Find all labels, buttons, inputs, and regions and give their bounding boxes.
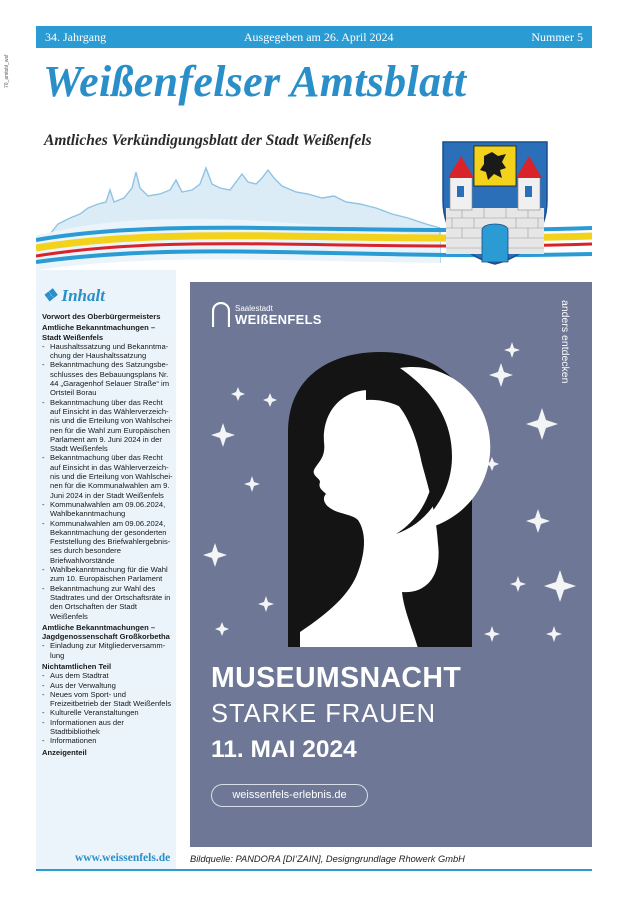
website-link[interactable]: www.weissenfels.de: [75, 852, 171, 864]
museumsnacht-poster: [190, 282, 592, 847]
toc-heading: ❖ Inhalt: [42, 286, 105, 305]
table-of-contents: [36, 270, 176, 870]
toc-item: - Einladung zur Mitgliederversammlung: [42, 641, 173, 660]
poster-title: MUSEUMSNACHT: [211, 662, 462, 694]
issue-header-bar: [36, 26, 592, 48]
masthead: [36, 48, 592, 270]
poster-slogan: anders entdecken: [559, 300, 571, 384]
woman-profile-moon-icon: [288, 352, 490, 662]
masthead-subtitle: Amtliches Verkündigungsblatt der Stadt Weißenfels: [44, 132, 372, 149]
poster-date: 11. MAI 2024: [211, 736, 357, 763]
issue-date: Ausgegeben am 26. April 2024: [243, 29, 394, 44]
toc-item: - Haushaltssatzung und Bekanntmachung der Haushaltssatzung: [42, 342, 173, 361]
image-credit: Bildquelle: PANDORA [DI‘ZAIN], Designgrundlage Rhowerk GmbH: [190, 854, 465, 864]
toc-section-heading: Amtliche Bekanntmachungen – Jagdgenossenschaft Großkorbetha: [42, 622, 170, 642]
masthead-title: Weißenfelser Amtsblatt: [43, 57, 467, 106]
toc-item: - Bekanntmachung des Satzungsbeschlusses des Bebauungsplans Nr. 44 „Garagenhof Selauer Straße“ im Ortsteil Borau: [42, 360, 173, 397]
toc-section-heading: Nichtamtlichen Teil: [42, 661, 112, 671]
saalestadt-weissenfels-logo: [212, 302, 322, 328]
issue-number: Nummer 5: [531, 29, 583, 44]
volume-label: 34. Jahrgang: [45, 29, 107, 44]
toc-item: - Bekanntmachung zur Wahl des Stadtrates und der Ortschaftsräte in den Ortschaften der Stadt Weißenfels: [42, 584, 173, 621]
logo-mark-icon: [212, 302, 230, 328]
toc-item: - Bekanntmachung über das Recht auf Einsicht in das Wählerverzeichnis und die Erteilung von Wahlscheinen für die Wahl zum Europäischen Parlament am 9. Juni 2024 in der Stadt Weißenfels: [42, 398, 173, 454]
toc-list: [42, 312, 173, 757]
toc-item: - Bekanntmachung über das Recht auf Einsicht in das Wählerverzeichnis und die Erteilung von Wahlscheinen für die Kommunalwahlen am 9. Juni 2024 in der Stadt Weißenfels: [42, 453, 173, 499]
toc-item: - Wahlbekanntmachung für die Wahl zum 10. Europäischen Parlament: [42, 565, 173, 584]
toc-section-heading: Vorwort des Oberbürgermeisters: [42, 312, 161, 321]
toc-item: - Kommunalwahlen am 09.06.2024, Wahlbekanntmachung: [42, 500, 173, 519]
toc-section-heading: Amtliche Bekanntmachungen – Stadt Weißenfels: [42, 323, 156, 342]
toc-item: - Informationen: [42, 736, 173, 745]
city-coat-of-arms-icon: [440, 138, 550, 266]
toc-item: - Aus der Verwaltung: [42, 681, 173, 690]
toc-item: - Neues vom Sport- und Freizeitbetrieb der Stadt Weißenfels: [42, 690, 173, 709]
toc-section-heading: Anzeigenteil: [42, 747, 87, 757]
logo-big-text: WEIßENFELS: [235, 311, 322, 327]
toc-item: - Informationen aus der Stadtbibliothek: [42, 718, 173, 737]
toc-item: - Aus dem Stadtrat: [42, 671, 173, 680]
footer-rule: [36, 869, 592, 871]
poster-url-pill[interactable]: weissenfels-erlebnis.de: [211, 784, 368, 807]
logo-small-text: Saalestadt: [235, 303, 273, 313]
toc-item: - Kulturelle Veranstaltungen: [42, 708, 173, 717]
toc-item: - Kommunalwahlen am 09.06.2024, Bekanntmachung der gesonderten Feststellung des Briefwahlergebnisses durch besondere Briefwahlvorstände: [42, 519, 173, 565]
poster-subtitle: STARKE FRAUEN: [211, 700, 437, 728]
print-code: 70_amtsbl_wsf: [4, 54, 10, 88]
